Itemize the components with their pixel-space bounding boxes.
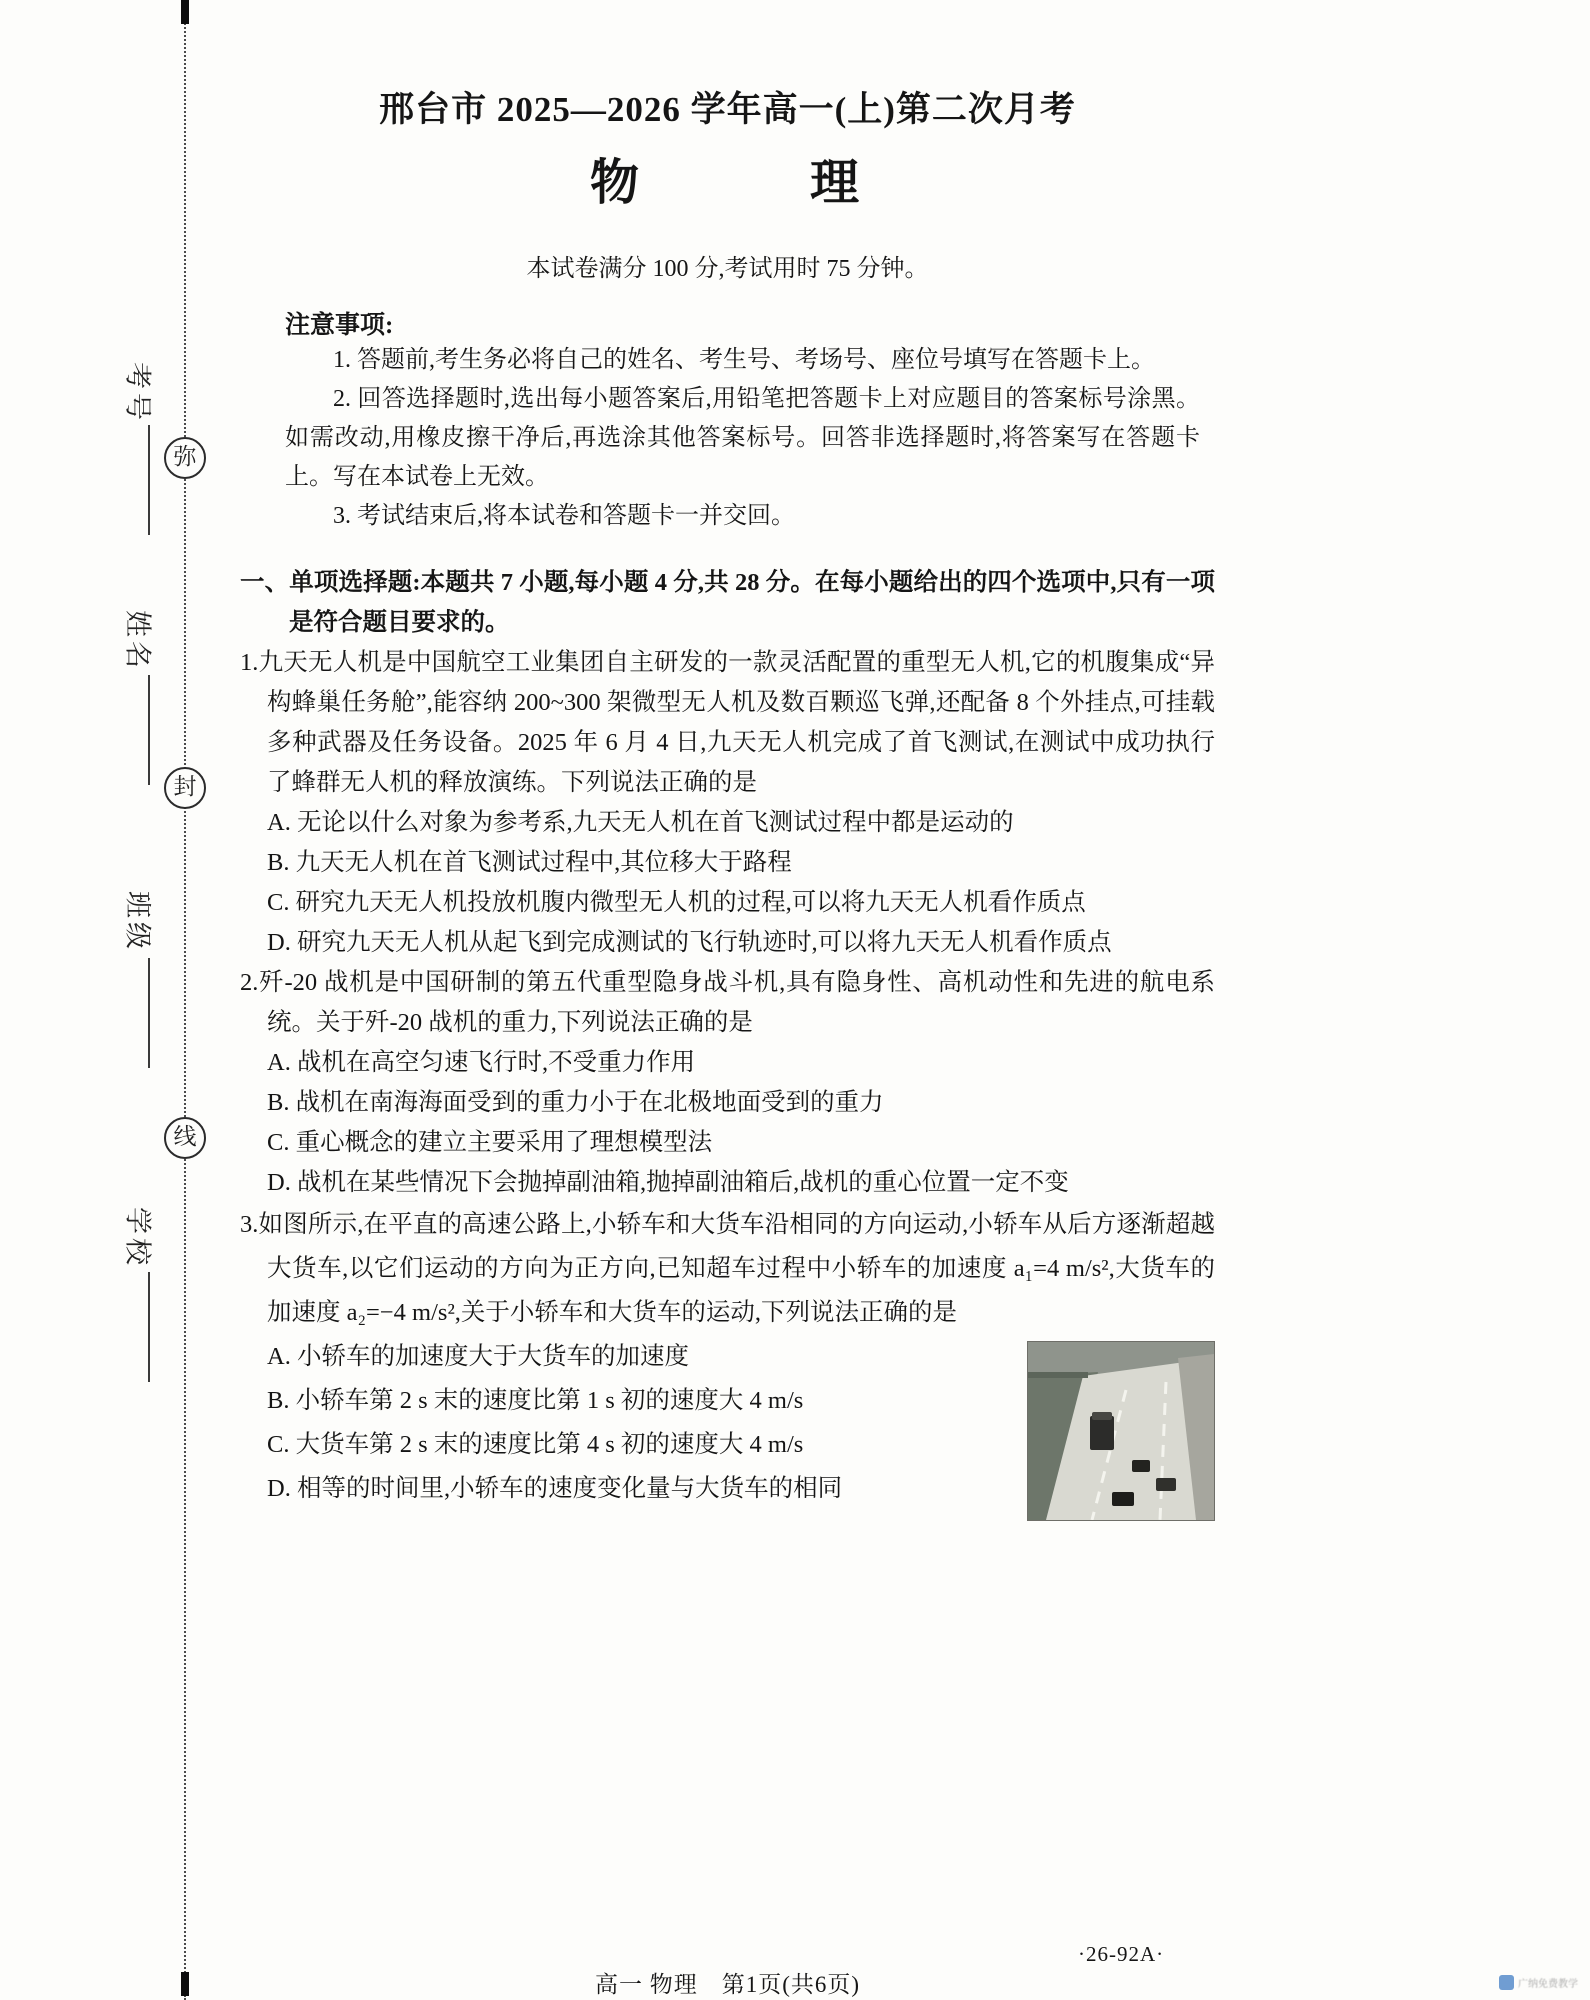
- footer-paper-code: ·26-92A·: [1078, 1942, 1165, 1966]
- question-stem: [240, 643, 1215, 803]
- footer-page-info: 高一 物理 第1页(共6页): [594, 1972, 861, 1997]
- seal-blank-line: [148, 675, 150, 785]
- page-title: 邢台市 2025—2026 学年高一(上)第二次月考: [379, 90, 1076, 129]
- exam-content: [240, 82, 1215, 1511]
- question-2: [240, 963, 1215, 1203]
- notice-block: [240, 305, 1215, 536]
- question3-body: [240, 1335, 1215, 1511]
- question-number: 2.: [240, 969, 259, 996]
- watermark-logo-icon: [1499, 1975, 1514, 1990]
- question3-highway-photo: [1027, 1341, 1215, 1521]
- question3-option-d: D. 相等的时间里,小轿车的速度变化量与大货车的相同: [267, 1475, 843, 1502]
- notice-title: 注意事项:: [285, 312, 394, 339]
- question3-option-c: C. 大货车第 2 s 末的速度比第 4 s 初的速度大 4 m/s: [267, 1431, 804, 1458]
- seal-char-xian: 线: [164, 1117, 206, 1159]
- fold-mark-top: [181, 0, 189, 24]
- notice-item-3: 3. 考试结束后,将本试卷和答题卡一并交回。: [333, 503, 795, 529]
- seal-label-class: 班级: [122, 891, 153, 953]
- question-stem: [240, 1203, 1215, 1335]
- seal-char-mi: 弥: [164, 437, 206, 479]
- question-stem-text: 如图所示,在平直的高速公路上,小轿车和大货车沿相同的方向运动,小轿车从后方逐渐超越大货车,以它们运动的方向为正方向,已知超车过程中小轿车的加速度 a₁=4 m/s²,大货车的加速度 a₂=−4 m/s²,关于小轿车和大货车的运动,下列说法正确的是: [258, 1211, 1215, 1326]
- question-number: 1.: [240, 649, 259, 676]
- question-number: 3.: [240, 1211, 259, 1238]
- watermark: [1499, 1975, 1578, 1990]
- question2-option-b: B. 战机在南海海面受到的重力小于在北极地面受到的重力: [267, 1089, 884, 1116]
- highway-photo-illustration: [1028, 1342, 1214, 1520]
- question-3: [240, 1203, 1215, 1511]
- notice-item-1: 1. 答题前,考生务必将自己的姓名、考生号、考场号、座位号填写在答题卡上。: [333, 347, 1155, 373]
- seal-label-school: 学校: [122, 1207, 153, 1269]
- seal-fold-dotted-line: [184, 0, 186, 2000]
- question-stem-text: 歼-20 战机是中国研制的第五代重型隐身战斗机,具有隐身性、高机动性和先进的航电系统。关于歼-20 战机的重力,下列说法正确的是: [258, 969, 1215, 1036]
- watermark-text: 广纳免费教学: [1518, 1979, 1578, 1990]
- subject-title: 物 理: [589, 155, 865, 210]
- seal-label-exam-number: 考号: [122, 362, 153, 424]
- seal-char-feng: 封: [164, 767, 206, 809]
- exam-info: 本试卷满分 100 分,考试用时 75 分钟。: [526, 256, 929, 282]
- question3-option-b: B. 小轿车第 2 s 末的速度比第 1 s 初的速度大 4 m/s: [267, 1387, 804, 1414]
- seal-blank-line: [148, 958, 150, 1068]
- question3-option-a: A. 小轿车的加速度大于大货车的加速度: [267, 1343, 689, 1370]
- section-header: 一、单项选择题:本题共 7 小题,每小题 4 分,共 28 分。在每小题给出的四个选项中,只有一项是符合题目要求的。: [240, 569, 1215, 636]
- question2-option-c: C. 重心概念的建立主要采用了理想模型法: [267, 1129, 713, 1156]
- question1-option-a: A. 无论以什么对象为参考系,九天无人机在首飞测试过程中都是运动的: [267, 809, 1014, 836]
- fold-mark-bottom: [181, 1972, 189, 1996]
- seal-blank-line: [148, 425, 150, 535]
- question1-option-c: C. 研究九天无人机投放机腹内微型无人机的过程,可以将九天无人机看作质点: [267, 889, 1086, 916]
- seal-label-name: 姓名: [122, 610, 153, 672]
- question1-option-b: B. 九天无人机在首飞测试过程中,其位移大于路程: [267, 849, 792, 876]
- question2-option-a: A. 战机在高空匀速飞行时,不受重力作用: [267, 1049, 696, 1076]
- question1-option-d: D. 研究九天无人机从起飞到完成测试的飞行轨迹时,可以将九天无人机看作质点: [267, 929, 1112, 956]
- question2-option-d: D. 战机在某些情况下会抛掉副油箱,抛掉副油箱后,战机的重心位置一定不变: [267, 1169, 1069, 1196]
- question-1: [240, 643, 1215, 963]
- seal-blank-line: [148, 1272, 150, 1382]
- question-stem: [240, 963, 1215, 1043]
- question-stem-text: 九天无人机是中国航空工业集团自主研发的一款灵活配置的重型无人机,它的机腹集成“异构蜂巢任务舱”,能容纳 200~300 架微型无人机及数百颗巡飞弹,还配备 8 个外挂点,可挂载多种武器及任务设备。2025 年 6 月 4 日,九天无人机完成了首飞测试,在测试中成功执行了蜂群无人机的释放演练。下列说法正确的是: [258, 649, 1215, 796]
- notice-item-2: 2. 回答选择题时,选出每小题答案后,用铅笔把答题卡上对应题目的答案标号涂黑。如需改动,用橡皮擦干净后,再选涂其他答案标号。回答非选择题时,将答案写在答题卡上。写在本试卷上无效。: [285, 386, 1200, 490]
